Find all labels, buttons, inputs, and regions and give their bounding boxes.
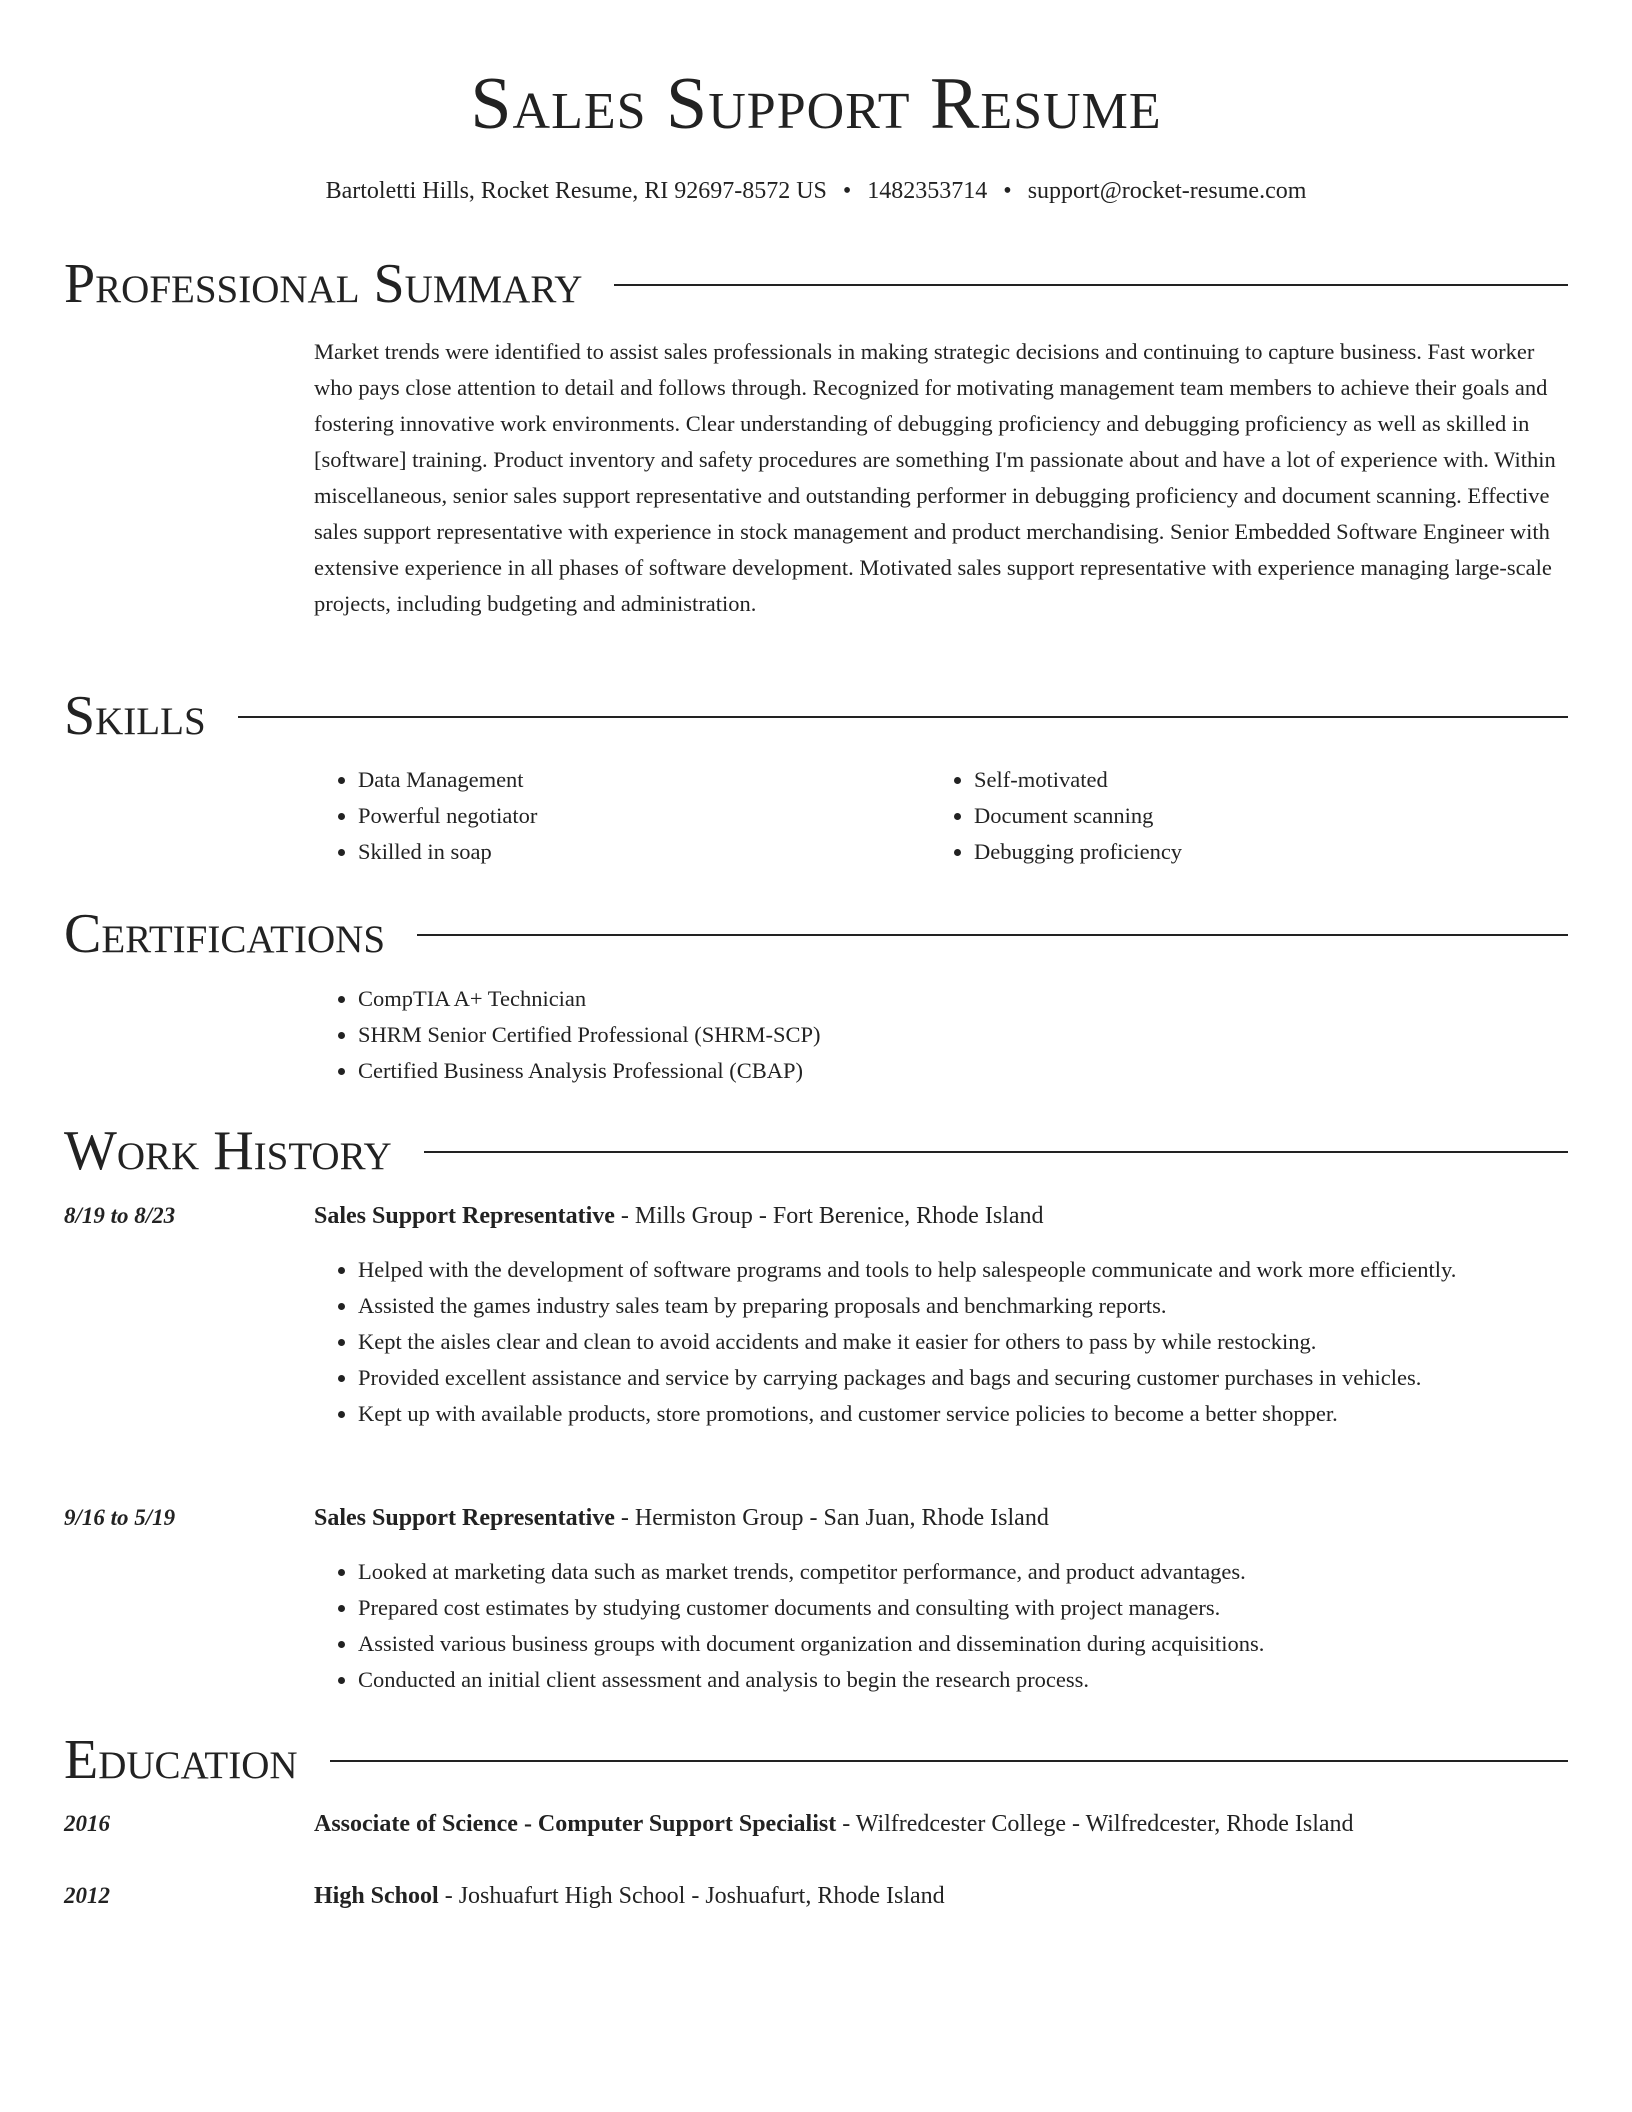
job-details: - Mills Group - Fort Berenice, Rhode Island: [614, 1203, 1044, 1229]
skills-column-right: [930, 762, 1546, 870]
contact-address: Bartoletti Hills, Rocket Resume, RI 92697-8572 US: [325, 178, 827, 204]
skill-item: • Skilled in soap: [358, 834, 930, 870]
job-dates: 8/19 to 8/23: [64, 1203, 176, 1228]
skills-heading: Skills: [64, 685, 206, 747]
education-year: 2016: [64, 1811, 110, 1836]
section-divider: [424, 1151, 1568, 1153]
education-details: - Joshuafurt High School - Joshuafurt, Rhode Island: [438, 1883, 945, 1909]
skills-section-header: [64, 684, 1568, 748]
summary-text: Market trends were identified to assist sales professionals in making strategic decisions and continuing to capture business. Fast worker who pays close attention to detail and follows through. Recognized for motivating management team members to achieve their goals and fostering innovative work environments. Clear understanding of debugging proficiency and debugging proficiency as well as skilled in [software] training. Product inventory and safety procedures are something I'm passionate about and have a lot of experience with. Within miscellaneous, senior sales support representative and outstanding performer in debugging proficiency and document scanning. Effective sales support representative with experience in stock management and product merchandising. Senior Embedded Software Engineer with extensive experience in all phases of software development. Motivated sales support representative with experience managing large-scale projects, including budgeting and administration.: [314, 339, 1556, 616]
job-dates: 9/16 to 5/19: [64, 1505, 176, 1530]
certifications-list: [314, 981, 1568, 1089]
job-bullet: • Looked at marketing data such as market trends, competitor performance, and product advantages.: [358, 1554, 1568, 1590]
job-title: Sales Support Representative: [314, 1505, 615, 1531]
education-heading: Education: [64, 1729, 298, 1791]
resume-page: [64, 0, 1568, 1909]
contact-separator: •: [842, 178, 852, 204]
summary-section-header: [64, 252, 1568, 316]
work-section-header: [64, 1119, 1568, 1183]
contact-separator: •: [1003, 178, 1012, 204]
job-bullet: • Provided excellent assistance and service by carrying packages and bags and securing customer purchases in vehicles.: [358, 1360, 1568, 1396]
job-bullets: [314, 1554, 1568, 1698]
contact-email[interactable]: support@rocket-resume.com: [1027, 178, 1307, 204]
contact-phone: 1482353714: [867, 178, 988, 204]
section-divider: [238, 716, 1568, 718]
job-title-line: [314, 1500, 1568, 1536]
section-divider: [330, 1760, 1568, 1762]
education-line: [314, 1806, 1568, 1842]
education-line: [314, 1878, 1568, 1914]
skill-item: • Debugging proficiency: [974, 834, 1546, 870]
skills-column-left: [314, 762, 930, 870]
resume-title: Sales Support Resume: [470, 63, 1162, 145]
skill-item: • Powerful negotiator: [358, 798, 930, 834]
job-bullets: [314, 1252, 1568, 1432]
job-bullet: • Assisted various business groups with document organization and dissemination during acquisitions.: [358, 1626, 1568, 1662]
education-section-header: [64, 1728, 1568, 1792]
skill-item: • Self-motivated: [974, 762, 1546, 798]
job-bullet: • Prepared cost estimates by studying customer documents and consulting with project managers.: [358, 1590, 1568, 1626]
job-details: - Hermiston Group - San Juan, Rhode Island: [614, 1505, 1049, 1531]
certifications-section-header: [64, 902, 1568, 966]
skills-list: [314, 762, 1568, 870]
section-divider: [614, 284, 1568, 286]
education-year: 2012: [64, 1883, 110, 1908]
certification-item: • CompTIA A+ Technician: [358, 981, 1568, 1017]
job-bullet: • Kept the aisles clear and clean to avoid accidents and make it easier for others to pass by while restocking.: [358, 1324, 1568, 1360]
summary-heading: Professional Summary: [64, 253, 583, 315]
skill-item: • Data Management: [358, 762, 930, 798]
education-degree: High School: [314, 1883, 439, 1909]
education-details: - Wilfredcester College - Wilfredcester, Rhode Island: [836, 1811, 1354, 1837]
section-divider: [417, 934, 1568, 936]
job-bullet: • Helped with the development of software programs and tools to help salespeople communicate and work more efficiently.: [358, 1252, 1568, 1288]
job-bullet: • Kept up with available products, store promotions, and customer service policies to become a better shopper.: [358, 1396, 1568, 1432]
job-bullet: • Conducted an initial client assessment and analysis to begin the research process.: [358, 1662, 1568, 1698]
skill-item: • Document scanning: [974, 798, 1546, 834]
job-title-line: [314, 1198, 1568, 1234]
summary-body: [314, 334, 1568, 622]
job-bullet: • Assisted the games industry sales team by preparing proposals and benchmarking reports.: [358, 1288, 1568, 1324]
certification-item: • SHRM Senior Certified Professional (SHRM-SCP): [358, 1017, 1568, 1053]
job-title: Sales Support Representative: [314, 1203, 615, 1229]
contact-line: [64, 176, 1568, 206]
education-degree: Associate of Science - Computer Support Specialist: [314, 1811, 837, 1837]
work-heading: Work History: [64, 1120, 392, 1182]
certifications-heading: Certifications: [64, 903, 386, 965]
certification-item: • Certified Business Analysis Professional (CBAP): [358, 1053, 1568, 1089]
